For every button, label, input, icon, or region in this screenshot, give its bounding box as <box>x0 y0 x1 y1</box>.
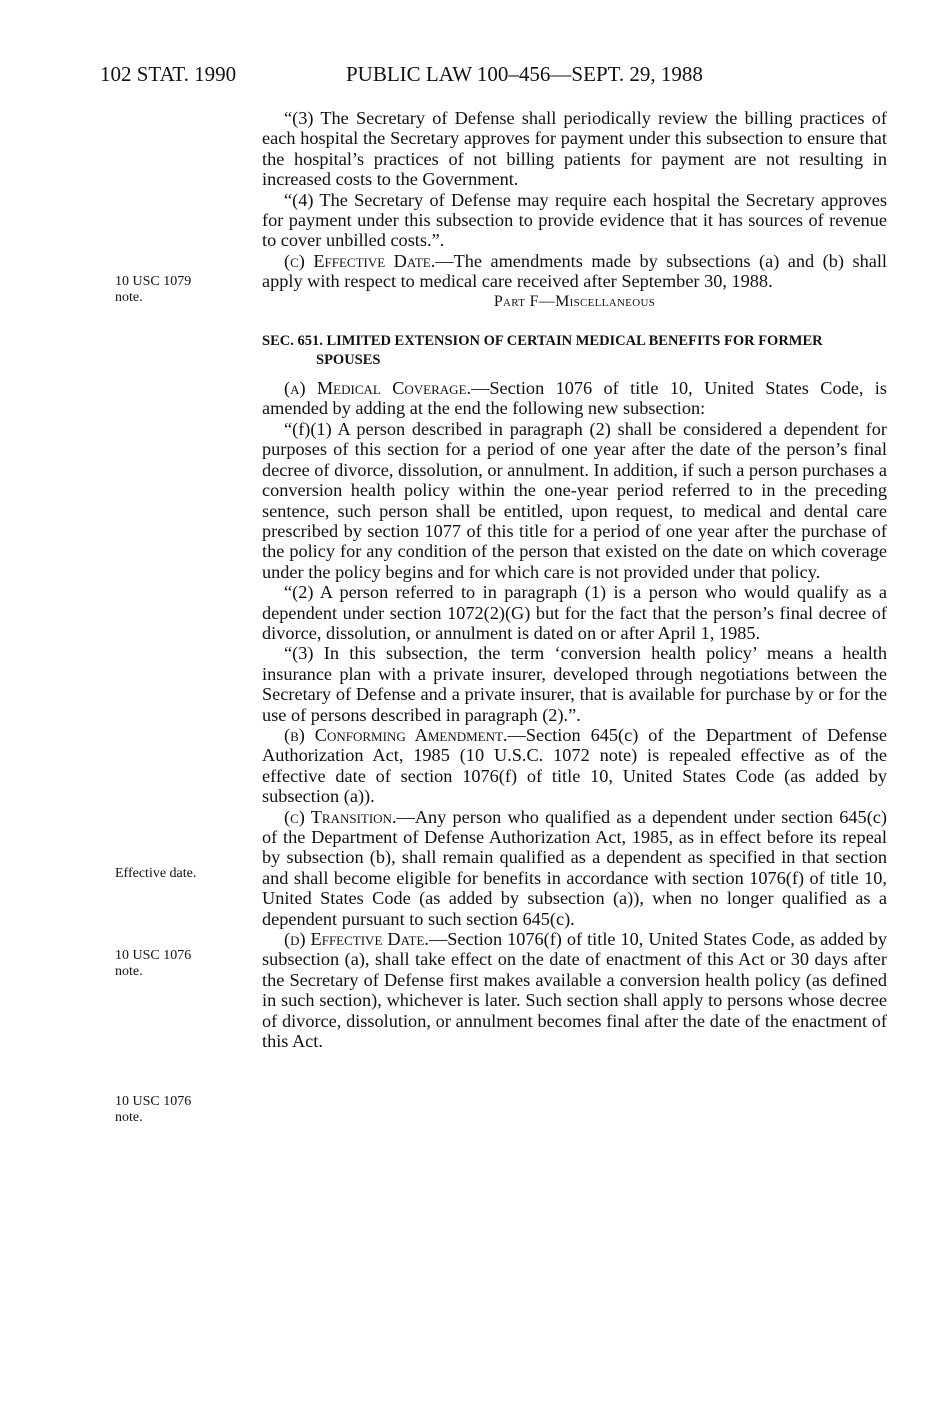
margin-note-line: note. <box>115 964 143 979</box>
stat-page-number: 102 STAT. 1990 <box>100 62 237 86</box>
subsection-label: (b) Conforming Amendment. <box>284 724 508 745</box>
paragraph-4: “(4) The Secretary of Defense may require each hospital the Secretary approves for payment under this subsection to provide evidence that it has sources of revenue to cover unbilled costs.”. <box>262 189 887 251</box>
subsection-text: —Section 1076(f) of title 10, United States Code, as added by subsection (a), shall take effect on the date of enactment of this Act or 30 days after the Secretary of Defense first makes available a conversion health policy (as defined in such section), whichever is later. Such section shall apply to persons whose decree of divorce, dissolution, or annulment becomes final after the date of the enactment of this Act. <box>262 929 887 1052</box>
margin-note-line: Effective date. <box>115 866 197 881</box>
subsection-b <box>262 725 887 807</box>
margin-note-line: 10 USC 1076 <box>115 1094 192 1109</box>
subsection-c-transition <box>262 807 887 929</box>
law-and-date: PUBLIC LAW 100–456—SEPT. 29, 1988 <box>346 62 703 86</box>
subsection-label: (c) Effective Date. <box>284 250 436 271</box>
margin-note-line: 10 USC 1076 <box>115 948 192 963</box>
paragraph-f1: “(f)(1) A person described in paragraph (2) shall be considered a dependent for purposes of this section for a period of one year after the date of the person’s final decree of divorce, dissolution, or annulment. In addition, if such a person purchases a conversion health policy within the one-year period referred to in the preceding sentence, such person shall be entitled, upon request, to medical and dental care prescribed by section 1077 of this title for a period of one year after the purchase of the policy for any condition of the person that existed on the date on which coverage under the policy begins and for which care is not provided under that policy. <box>262 418 887 582</box>
spacer <box>262 312 887 326</box>
statute-body <box>262 108 887 1051</box>
margin-note-1076-a <box>115 948 235 980</box>
page-header <box>100 62 800 90</box>
margin-note-line: note. <box>115 290 143 305</box>
paragraph-3: “(3) The Secretary of Defense shall periodically review the billing practices of each hospital the Secretary approves for payment under this subsection to ensure that the hospital’s practices of not billing patients for payment are not resulting in increased costs to the Government. <box>262 108 887 190</box>
section-heading: SEC. 651. LIMITED EXTENSION OF CERTAIN MEDICAL BENEFITS FOR FORMER SPOUSES <box>262 333 823 369</box>
subsection-text: —Section 645(c) of the Department of Defense Authorization Act, 1985 (10 U.S.C. 1072 note) is repealed effective as of the effective date of section 1076(f) of title 10, United States Code (as added by subsection (a)). <box>262 724 887 807</box>
subsection-label: (a) Medical Coverage. <box>284 378 472 399</box>
margin-note-1076-b <box>115 1094 235 1126</box>
subsection-text: —The amendments made by subsections (a) and (b) shall apply with respect to medical care received after September 30, 1988. <box>262 250 887 292</box>
margin-note-line: 10 USC 1079 <box>115 274 192 289</box>
margin-note-line: note. <box>115 1110 143 1125</box>
subsection-a <box>262 378 887 419</box>
margin-note-effective-date <box>115 866 235 882</box>
paragraph-f2: “(2) A person referred to in paragraph (1) is a person who would qualify as a dependent under section 1072(2)(G) but for the fact that the person’s final decree of divorce, dissolution, or annulment is dated on or after April 1, 1985. <box>262 582 887 643</box>
subsection-text: —Any person who qualified as a dependent under section 645(c) of the Department of Defense Authorization Act, 1985, as in effect before its repeal by subsection (b), shall remain qualified as a dependent as specified in that section and shall become eligible for benefits in accordance with section 1076(f) of title 10, United States Code (as added by subsection (a)), when no longer qualified as a dependent pursuant to such section 645(c). <box>262 806 887 929</box>
margin-note-1079 <box>115 274 235 306</box>
subsection-d <box>262 929 887 1051</box>
subsection-label: (c) Transition. <box>284 806 397 827</box>
subsection-text: —Section 1076 of title 10, United States Code, is amended by adding at the end the following new subsection: <box>262 378 887 419</box>
part-heading: Part F—Miscellaneous <box>493 292 656 310</box>
paragraph-f3: “(3) In this subsection, the term ‘conversion health policy’ means a health insurance plan with a private insurer, developed through negotiations between the Secretary of Defense and a private insurer, that is available for purchase by or for the use of persons described in paragraph (2).”. <box>262 643 887 725</box>
subsection-c-effective-date <box>262 251 887 292</box>
subsection-label: (d) Effective Date. <box>284 929 429 950</box>
